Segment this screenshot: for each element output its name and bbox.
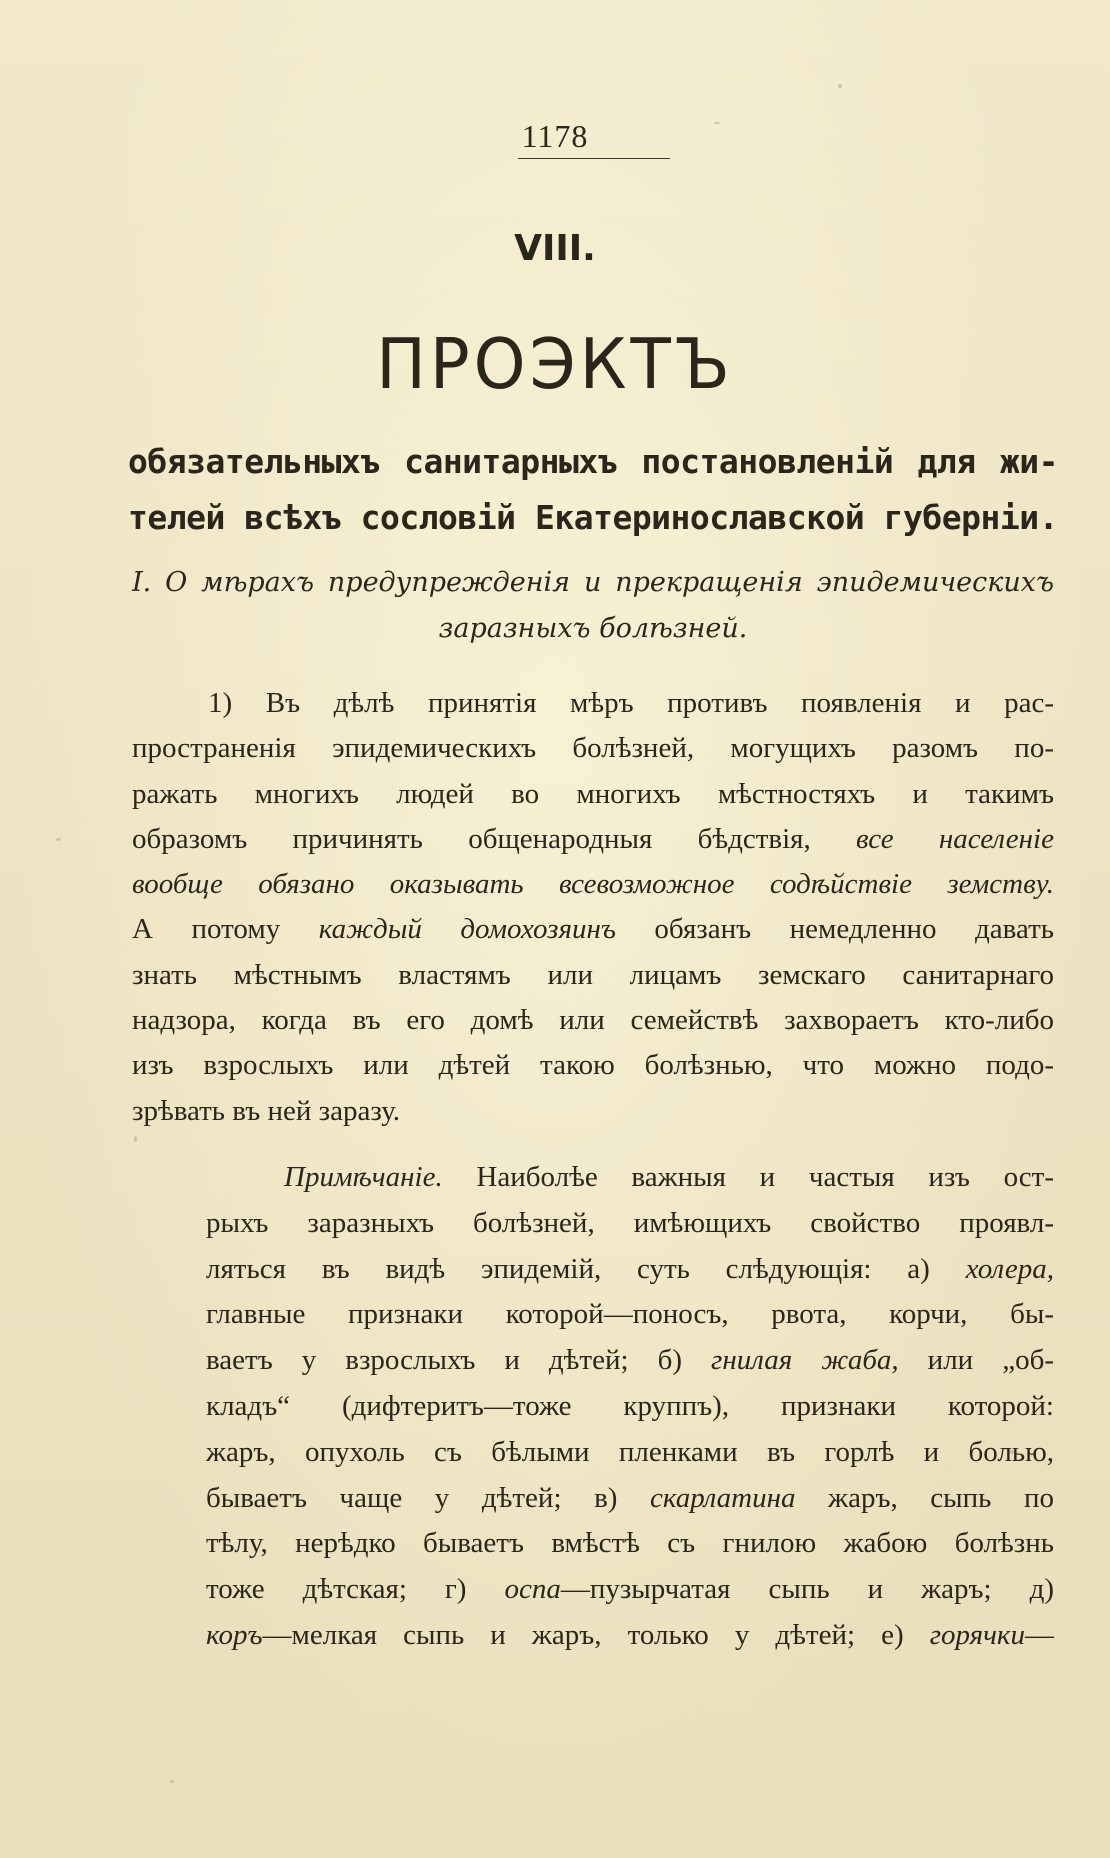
text-line — [206, 1338, 1054, 1384]
text-line — [206, 1292, 1054, 1338]
text-run: 1) Въ дѣлѣ принятія мѣръ противъ появленія и рас- — [208, 687, 1054, 719]
text-run: ваетъ у взрослыхъ и дѣтей; б) — [206, 1344, 712, 1377]
text-run: тѣлу, нерѣдко бываетъ вмѣстѣ съ гнилою жабою болѣзнь — [206, 1527, 1054, 1560]
text-run: изъ взрослыхъ или дѣтей такою болѣзнью, что можно подо- — [132, 1049, 1054, 1082]
italic-text: все населеніе — [856, 822, 1054, 855]
scan-speck — [56, 838, 61, 841]
text-run: жаръ, сыпь по — [795, 1481, 1054, 1514]
text-line — [206, 1567, 1054, 1613]
italic-text: скарлатина — [650, 1481, 796, 1514]
text-line — [206, 1247, 1054, 1293]
text-line — [132, 1043, 1054, 1088]
scan-speck — [714, 122, 720, 124]
text-line — [132, 817, 1054, 862]
italic-text: горячки — [929, 1618, 1025, 1651]
text-run: знать мѣстнымъ властямъ или лицамъ земскаго санитарнаго — [132, 958, 1054, 991]
text-line — [132, 862, 1054, 907]
section-number: VIII. — [514, 228, 596, 269]
italic-text: холера, — [965, 1252, 1054, 1285]
text-line — [132, 772, 1054, 817]
text-run: пространенія эпидемическихъ болѣзней, могущихъ разомъ по- — [132, 732, 1054, 765]
text-line — [132, 1089, 1054, 1134]
text-run: обязанъ немедленно давать — [615, 913, 1055, 946]
text-run: — — [1025, 1618, 1054, 1651]
text-run: рыхъ заразныхъ болѣзней, имѣющихъ свойство проявл- — [206, 1206, 1054, 1239]
text-line — [206, 1155, 1054, 1201]
text-run: образомъ причинять общенародныя бѣдствія, — [132, 822, 857, 855]
text-line — [132, 998, 1054, 1043]
text-run: —мелкая сыпь и жаръ, только у дѣтей; е) — [262, 1618, 930, 1651]
page-number: 1178 — [521, 118, 589, 154]
text-line — [206, 1521, 1054, 1567]
italic-text: Примѣчаніе. — [284, 1161, 443, 1193]
scan-speck — [838, 84, 842, 88]
text-line — [206, 1384, 1054, 1430]
italic-text: каждый домохозяинъ — [318, 913, 616, 946]
italic-text: коръ — [206, 1618, 263, 1651]
text-run: или „об- — [898, 1344, 1054, 1377]
scan-speck — [1010, 1450, 1014, 1454]
text-run: кладъ“ (дифтеритъ—тоже круппъ), признаки которой: — [206, 1389, 1054, 1422]
text-line — [132, 953, 1054, 998]
scan-speck — [170, 1780, 174, 1783]
text-run: бываетъ чаще у дѣтей; в) — [206, 1481, 651, 1514]
paragraph-1 — [132, 681, 1054, 1134]
document-title: ПРОЭКТЪ — [376, 324, 734, 405]
subtitle-line: телей всѣхъ сословій Екатеринославской губерніи. — [128, 498, 1058, 537]
text-line — [132, 681, 1054, 726]
text-run: ражать многихъ людей во многихъ мѣстностяхъ и такимъ — [132, 777, 1054, 810]
text-run: —пузырчатая сыпь и жаръ; д) — [560, 1573, 1054, 1606]
text-line — [132, 726, 1054, 771]
text-line — [206, 1476, 1054, 1522]
text-run: зрѣвать въ ней заразу. — [132, 1094, 401, 1127]
text-run: А потому — [132, 913, 319, 946]
text-run: тоже дѣтская; г) — [206, 1573, 505, 1606]
italic-text: вообще обязано оказывать всевозможное содѣйствіе земству. — [132, 868, 1054, 901]
page-number-rule — [518, 158, 670, 159]
text-line — [206, 1201, 1054, 1247]
text-run: ляться въ видѣ эпидемій, суть слѣдующія: а) — [206, 1252, 966, 1285]
text-run: надзора, когда въ его домѣ или семействѣ захвораетъ кто-либо — [132, 1004, 1054, 1037]
italic-text: гнилая жаба, — [711, 1344, 899, 1377]
text-run: главные признаки которой—поносъ, рвота, корчи, бы- — [206, 1298, 1054, 1331]
section-heading-line: заразныхъ болѣзней. — [438, 613, 748, 644]
section-heading-line: I. О мѣрахъ предупрежденія и прекращенія эпидемическихъ — [132, 567, 1054, 598]
section-heading — [132, 560, 1054, 652]
text-line — [132, 907, 1054, 952]
document-subtitle — [128, 434, 1058, 546]
text-run: Наиболѣе важныя и частыя изъ ост- — [442, 1161, 1054, 1193]
note-paragraph — [206, 1155, 1054, 1659]
text-line — [206, 1613, 1054, 1659]
text-run: жаръ, опухоль съ бѣлыми пленками въ горлѣ и болью, — [206, 1435, 1054, 1468]
text-line — [206, 1430, 1054, 1476]
subtitle-line: обязательныхъ санитарныхъ постановленій для жи- — [128, 442, 1058, 481]
italic-text: оспа — [504, 1573, 561, 1606]
scan-speck — [134, 1136, 137, 1142]
